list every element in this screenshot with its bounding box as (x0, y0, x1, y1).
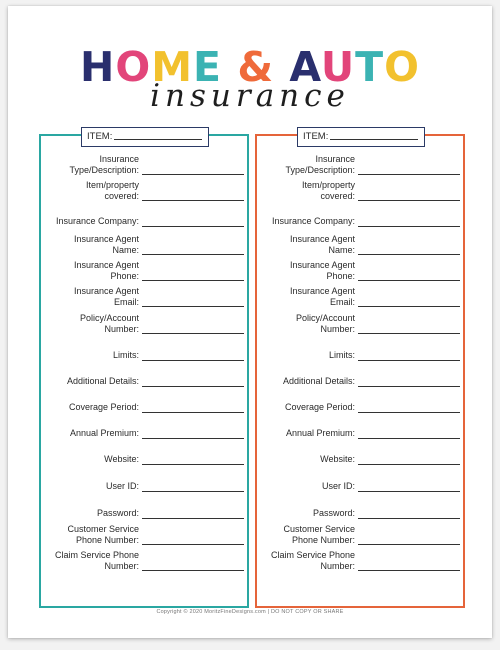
field-label (313, 508, 355, 519)
field-label (290, 286, 355, 307)
field-label-line: Claim Service Phone (270, 550, 355, 560)
field-input-line[interactable] (142, 360, 244, 361)
title-letter: & (237, 43, 275, 91)
field-label-line: Insurance Agent (73, 234, 139, 244)
field-label (290, 260, 355, 281)
field-label-line: Website: (104, 454, 139, 464)
field-input-line[interactable] (142, 464, 244, 465)
item-input-line[interactable] (330, 131, 418, 140)
field-label (104, 454, 139, 465)
title-letter: U (320, 43, 356, 91)
field-label (283, 376, 355, 387)
field-label-line: Number: (320, 560, 355, 571)
field-label (329, 350, 355, 361)
field-label (74, 234, 139, 255)
field-label-line: Item/property (301, 180, 355, 190)
field-label-line: Website: (320, 454, 355, 464)
field-label-line: Policy/Account (295, 313, 355, 323)
field-label-line: Coverage Period: (284, 402, 355, 412)
field-label-line: Insurance Agent (289, 234, 355, 244)
field-label-line: Type/Description: (285, 164, 355, 175)
field-label (322, 481, 355, 492)
field-label-line: Type/Description: (69, 164, 139, 175)
field-label (106, 481, 139, 492)
field-input-line[interactable] (358, 544, 460, 545)
field-input-line[interactable] (358, 464, 460, 465)
field-label-line: Limits: (112, 350, 139, 360)
field-label (272, 216, 355, 227)
field-label-line: Policy/Account (79, 313, 139, 323)
field-label-line: Annual Premium: (285, 428, 355, 438)
field-label-line: Number: (104, 323, 139, 334)
field-input-line[interactable] (358, 386, 460, 387)
field-label-line: Insurance (99, 154, 139, 164)
field-label-line: Email: (113, 296, 139, 307)
field-label-line: Customer Service (283, 524, 355, 534)
field-input-line[interactable] (358, 200, 460, 201)
field-label (67, 524, 139, 545)
field-input-line[interactable] (358, 280, 460, 281)
field-input-line[interactable] (142, 174, 244, 175)
title-letter: O (115, 43, 152, 91)
item-input-line[interactable] (114, 131, 202, 140)
field-input-line[interactable] (142, 386, 244, 387)
field-label-line: covered: (104, 190, 139, 201)
field-input-line[interactable] (358, 174, 460, 175)
field-label-line: Insurance Agent (289, 260, 355, 270)
field-input-line[interactable] (142, 333, 244, 334)
field-label (67, 376, 139, 387)
field-label-line: Insurance Company: (55, 216, 139, 226)
field-label-line: Password: (312, 508, 355, 518)
field-label-line: Phone Number: (75, 534, 139, 545)
printable-sheet (8, 6, 492, 638)
field-label (285, 154, 355, 175)
field-label-line: User ID: (105, 481, 139, 491)
field-label (302, 180, 355, 201)
field-label-line: Claim Service Phone (54, 550, 139, 560)
page-subtitle: insurance (150, 78, 350, 114)
field-label-line: Phone Number: (291, 534, 355, 545)
field-input-line[interactable] (358, 412, 460, 413)
field-input-line[interactable] (142, 491, 244, 492)
field-label (283, 524, 355, 545)
field-label (320, 454, 355, 465)
field-input-line[interactable] (358, 570, 460, 571)
field-label-line: Insurance Agent (73, 286, 139, 296)
title-letter: O (384, 43, 420, 91)
field-label (271, 550, 355, 571)
right-form-column (255, 131, 465, 608)
field-label-line: Number: (320, 323, 355, 334)
field-label-line: Insurance (315, 154, 355, 164)
item-label: ITEM: (87, 131, 113, 142)
field-input-line[interactable] (142, 518, 244, 519)
field-label-line: Limits: (328, 350, 355, 360)
field-input-line[interactable] (358, 438, 460, 439)
field-label (296, 313, 355, 334)
field-label (113, 350, 139, 361)
field-label-line: Phone: (326, 270, 355, 281)
field-input-line[interactable] (142, 306, 244, 307)
field-label (86, 180, 139, 201)
field-label (286, 428, 355, 439)
field-label-line: Customer Service (67, 524, 139, 534)
field-input-line[interactable] (142, 200, 244, 201)
field-label-line: Insurance Agent (289, 286, 355, 296)
field-input-line[interactable] (142, 544, 244, 545)
field-label-line: Insurance Agent (73, 260, 139, 270)
field-label-line: Item/property (85, 180, 139, 190)
field-label-line: Coverage Period: (68, 402, 139, 412)
field-input-line[interactable] (358, 491, 460, 492)
field-label-line: Email: (329, 296, 355, 307)
title-letter: A (289, 43, 321, 91)
field-input-line[interactable] (142, 570, 244, 571)
field-input-line[interactable] (358, 333, 460, 334)
field-label (74, 286, 139, 307)
field-label (80, 313, 139, 334)
copyright-footer: Copyright © 2020 MoritzFineDesigns.com | DO NOT COPY OR SHARE (156, 609, 344, 615)
field-label-line: User ID: (321, 481, 355, 491)
left-form-column (39, 131, 249, 608)
field-label-line: Additional Details: (282, 376, 355, 386)
field-label (97, 508, 139, 519)
field-input-line[interactable] (142, 280, 244, 281)
field-label (56, 216, 139, 227)
field-label-line: Number: (104, 560, 139, 571)
field-label (74, 260, 139, 281)
item-field[interactable] (297, 127, 425, 147)
field-input-line[interactable] (358, 306, 460, 307)
field-input-line[interactable] (358, 226, 460, 227)
field-input-line[interactable] (358, 254, 460, 255)
field-input-line[interactable] (358, 518, 460, 519)
field-label-line: Additional Details: (66, 376, 139, 386)
field-input-line[interactable] (142, 438, 244, 439)
field-input-line[interactable] (142, 412, 244, 413)
field-label (55, 550, 139, 571)
title-letter: E (193, 43, 223, 91)
field-label-line: Password: (96, 508, 139, 518)
title-letter: T (355, 43, 385, 91)
field-label (69, 402, 139, 413)
item-label: ITEM: (303, 131, 329, 142)
item-field[interactable] (81, 127, 209, 147)
title-letter: H (80, 43, 116, 91)
field-label (70, 428, 139, 439)
field-label-line: Phone: (110, 270, 139, 281)
field-label-line: Name: (328, 244, 355, 255)
field-input-line[interactable] (142, 254, 244, 255)
field-label-line: Name: (112, 244, 139, 255)
field-input-line[interactable] (358, 360, 460, 361)
field-label (69, 154, 139, 175)
field-label-line: Annual Premium: (69, 428, 139, 438)
title-letter: M (151, 43, 194, 91)
field-input-line[interactable] (142, 226, 244, 227)
field-label-line: Insurance Company: (271, 216, 355, 226)
field-label (285, 402, 355, 413)
field-label (290, 234, 355, 255)
field-label-line: covered: (320, 190, 355, 201)
